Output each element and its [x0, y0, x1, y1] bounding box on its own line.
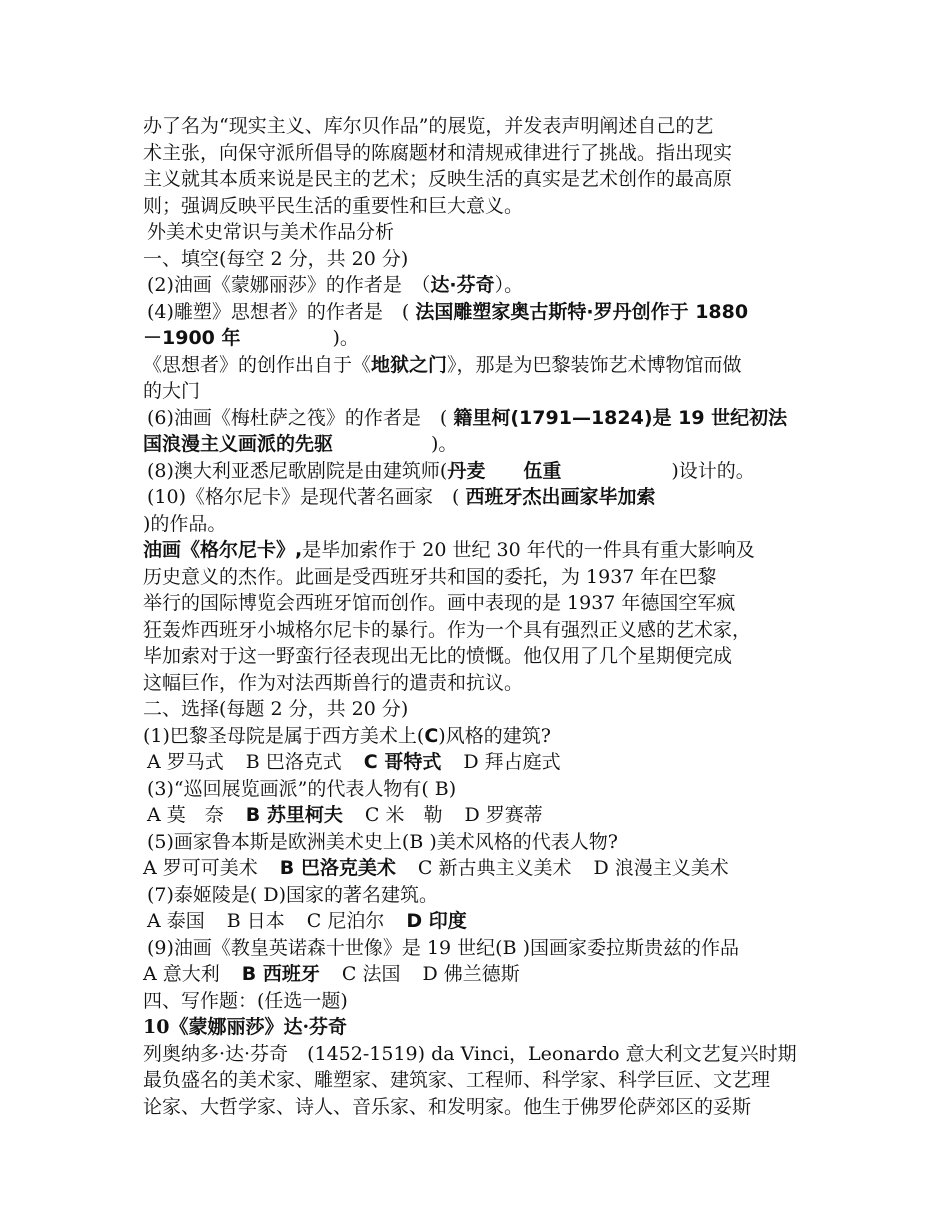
- question-tail: ）。: [494, 274, 524, 296]
- fill-note-cont: 的大门: [143, 380, 201, 402]
- intro-line: 主义就其本质来说是民主的艺术；反映生活的真实是艺术创作的最高原: [143, 168, 733, 190]
- answer: C: [424, 724, 439, 747]
- guernica-paragraph: [143, 537, 823, 564]
- option-correct: B 西班牙: [241, 963, 320, 985]
- option: A 罗马式: [147, 751, 224, 773]
- fill-question-8: [143, 458, 823, 485]
- choice-options-3: [143, 802, 823, 829]
- fill-question-4-cont: [143, 325, 823, 352]
- fill-heading: 一、填空(每空 2 分，共 20 分): [143, 247, 409, 270]
- question-text: (6)油画《梅杜萨之筏》的作者是 (: [147, 406, 448, 429]
- option: D 浪漫主义美术: [593, 857, 729, 879]
- option: A 泰国: [147, 910, 205, 932]
- question-text: (8)澳大利亚悉尼歌剧院是由建筑师(: [147, 459, 448, 482]
- answer: 法国雕塑家奥古斯特·罗丹创作于 1880: [415, 300, 749, 323]
- option: C 新古典主义美术: [417, 857, 572, 879]
- choice-heading: 二、选择(每题 2 分，共 20 分): [143, 698, 409, 720]
- paragraph-line: 列奥纳多·达·芬奇 (1452-1519) da Vinci，Leonardo 意大利文艺复兴时期: [143, 1042, 797, 1065]
- option: A 罗可可美术: [143, 857, 258, 879]
- option: C 米 勒: [364, 804, 443, 826]
- option: D 罗赛蒂: [464, 804, 543, 826]
- option: C 尼泊尔: [306, 910, 385, 932]
- answer: 西班牙杰出画家毕加索: [465, 486, 656, 508]
- option: D 拜占庭式: [463, 751, 561, 773]
- paragraph-line: 狂轰炸西班牙小城格尔尼卡的暴行。作为一个具有强烈正义感的艺术家，: [143, 618, 752, 641]
- intro-line: 办了名为“现实主义、库尔贝作品”的展览，并发表声明阐述自己的艺: [143, 115, 714, 137]
- choice-question-1: [143, 723, 823, 750]
- writing-title: 10《蒙娜丽莎》达·芬奇: [143, 1016, 348, 1038]
- question-text: (2)油画《蒙娜丽莎》的作者是 （: [147, 274, 431, 296]
- document-page: [143, 113, 823, 1120]
- section-title: 外美术史常识与美术作品分析: [147, 221, 395, 243]
- fill-question-4: [143, 299, 823, 326]
- note-text: 》，那是为巴黎装饰艺术博物馆而做: [447, 353, 742, 376]
- fill-question-6: [143, 405, 823, 432]
- fill-note: [143, 352, 823, 379]
- fill-question-2: [143, 272, 823, 299]
- question-tail: )。: [431, 433, 458, 455]
- note-text: 《思想者》的创作出自于《: [143, 353, 372, 376]
- paragraph-line: 举行的国际博览会西班牙馆而创作。画中表现的是 1937 年德国空军疯: [143, 592, 736, 614]
- answer: 伍重: [523, 459, 562, 482]
- paragraph-line: 历史意义的杰作。此画是受西班牙共和国的委托，为 1937 年在巴黎: [143, 565, 717, 588]
- choice-options-7: [143, 908, 823, 935]
- option-correct: B 苏里柯夫: [245, 804, 343, 826]
- option: D 佛兰德斯: [422, 963, 520, 985]
- paragraph-line: 毕加索对于这一野蛮行径表现出无比的愤慨。他仅用了几个星期便完成: [143, 645, 733, 667]
- paragraph-line: 这幅巨作，作为对法西斯兽行的遣责和抗议。: [143, 671, 524, 694]
- option: A 意大利: [143, 963, 220, 985]
- option: C 法国: [341, 963, 401, 985]
- option: A 莫 奈: [147, 804, 224, 826]
- question-text: )风格的建筑?: [438, 724, 551, 747]
- intro-line: 术主张，向保守派所倡导的陈腐题材和清规戒律进行了挑战。指出现实: [143, 141, 733, 164]
- question-text: (1)巴黎圣母院是属于西方美术上(: [143, 724, 425, 747]
- guernica-bold: 油画《格尔尼卡》,: [143, 539, 303, 561]
- option-correct: C 哥特式: [363, 751, 442, 773]
- answer: 国浪漫主义画派的先驱: [143, 433, 334, 455]
- choice-question-7: (7)泰姬陵是( D)国家的著名建筑。: [147, 883, 439, 906]
- paragraph-line: 是毕加索作于 20 世纪 30 年代的一件具有重大影响及: [302, 539, 755, 561]
- paragraph-line: 论家、大哲学家、诗人、音乐家、和发明家。他生于佛罗伦萨郊区的妥斯: [143, 1095, 752, 1118]
- writing-heading: 四、写作题：(任选一题): [143, 989, 348, 1012]
- choice-question-3: (3)“巡回展览画派”的代表人物有( B): [147, 777, 457, 800]
- answer: 达·芬奇: [430, 274, 495, 296]
- answer: －1900 年: [143, 327, 241, 349]
- question-text: (10)《格尔尼卡》是现代著名画家 (: [147, 486, 460, 508]
- question-tail: )。: [332, 327, 359, 349]
- intro-line: 则；强调反映平民生活的重要性和巨大意义。: [143, 194, 524, 217]
- option: B 巴洛克式: [245, 751, 342, 773]
- fill-question-10: [143, 484, 823, 511]
- note-bold: 地狱之门: [371, 353, 448, 376]
- paragraph-line: 最负盛名的美术家、雕塑家、建筑家、工程师、科学家、科学巨匠、文艺理: [143, 1069, 771, 1091]
- option-correct: B 巴洛克美术: [279, 857, 396, 879]
- question-tail: )设计的。: [671, 459, 755, 482]
- choice-options-5: [143, 855, 823, 882]
- fill-question-6-cont: [143, 431, 823, 458]
- choice-question-9: (9)油画《教皇英诺森十世像》是 19 世纪(B )国画家委拉斯贵兹的作品: [147, 936, 739, 959]
- choice-options-1: [143, 749, 823, 776]
- choice-options-9: [143, 961, 823, 988]
- option: B 日本: [226, 910, 285, 932]
- fill-question-10-tail: )的作品。: [143, 512, 227, 535]
- option-correct: D 印度: [406, 910, 467, 932]
- question-text: (4)雕塑》思想者》的作者是 (: [147, 300, 410, 323]
- answer: 籍里柯(1791—1824)是 19 世纪初法: [453, 406, 788, 429]
- choice-question-5: (5)画家鲁本斯是欧洲美术史上(B )美术风格的代表人物?: [147, 830, 618, 853]
- answer: 丹麦: [447, 459, 486, 482]
